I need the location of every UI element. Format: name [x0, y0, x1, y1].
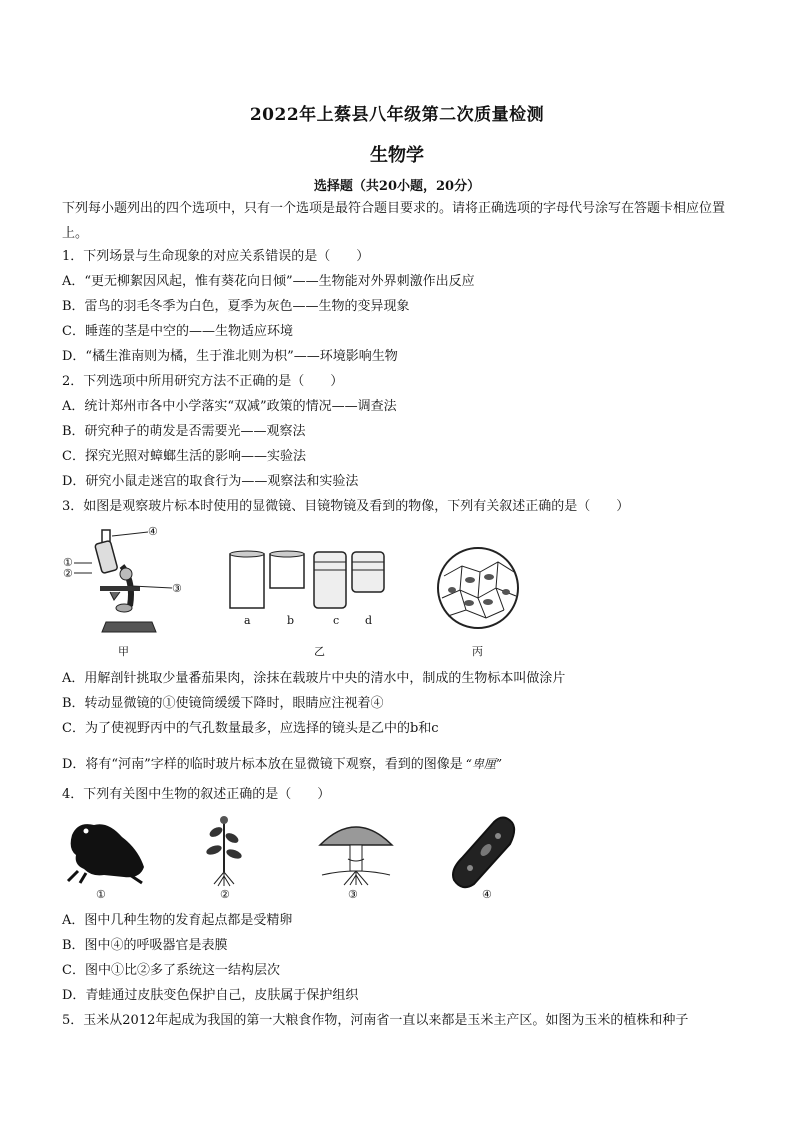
microscope-label-3: ③ — [172, 582, 182, 595]
microscope-label-4: ④ — [148, 525, 158, 538]
q3-stem: 3．如图是观察玻片标本时使用的显微镜、目镜物镜及看到的物像，下列有关叙述正确的是（ ） — [62, 499, 630, 514]
q1-option-b: B．雷鸟的羽毛冬季为白色，夏季为灰色——生物的变异现象 — [62, 299, 410, 314]
plant-figure — [202, 812, 246, 888]
organism-label-4: ④ — [482, 888, 492, 901]
organism-label-2: ② — [220, 888, 230, 901]
q1-option-c: C．睡莲的茎是中空的——生物适应环境 — [62, 324, 293, 339]
q3-option-d — [62, 756, 502, 773]
organism-label-1: ① — [96, 888, 106, 901]
lens-label-b: b — [287, 614, 295, 627]
q4-option-a: A．图中几种生物的发育起点都是受精卵 — [62, 913, 293, 928]
exam-title: 2022年上蔡县八年级第二次质量检测 — [249, 105, 545, 125]
q1-option-a: A．“更无柳絮因风起，惟有葵花向日倾”——生物能对外界刺激作出反应 — [62, 274, 475, 289]
microscope-label-1: ① — [63, 556, 73, 569]
q3-option-c: C．为了使视野丙中的气孔数量最多，应选择的镜头是乙中的b和c — [62, 721, 439, 736]
lens-label-d: d — [365, 614, 373, 627]
figure-label-jia: 甲 — [118, 645, 129, 658]
figure-label-yi: 乙 — [314, 645, 325, 658]
q1-option-d: D．“橘生淮南则为橘，生于淮北则为枳”——环境影响生物 — [62, 349, 398, 364]
stomata-view-figure — [436, 546, 520, 630]
q1-stem: 1．下列场景与生命现象的对应关系错误的是（ ） — [62, 249, 370, 264]
organism-label-3: ③ — [348, 888, 358, 901]
subject-title: 生物学 — [370, 145, 424, 166]
q2-option-a: A．统计郑州市各中小学落实“双减”政策的情况——调查法 — [62, 399, 397, 414]
q2-stem: 2．下列选项中所用研究方法不正确的是（ ） — [62, 374, 344, 389]
q4-option-d: D．青蛙通过皮肤变色保护自己，皮肤属于保护组织 — [62, 988, 359, 1003]
lens-label-c: c — [333, 614, 340, 627]
q3-option-a: A．用解剖针挑取少量番茄果肉，涂抹在载玻片中央的清水中，制成的生物标本叫做涂片 — [62, 671, 566, 686]
instructions: 下列每小题列出的四个选项中，只有一个选项是最符合题目要求的。请将正确选项的字母代号涂写在答题卡相应位置上。 — [62, 201, 726, 241]
mirrored-text-image: “卑厘” — [465, 757, 502, 771]
q5-stem: 5．玉米从2012年起成为我国的第一大粮食作物，河南省一直以来都是玉米主产区。如图为玉米的植株和种子 — [62, 1013, 689, 1028]
q2-option-c: C．探究光照对蟑螂生活的影响——实验法 — [62, 449, 306, 464]
q2-option-d: D．研究小鼠走迷宫的取食行为——观察法和实验法 — [62, 474, 359, 489]
q3-option-d-text: D．将有“河南”字样的临时玻片标本放在显微镜下观察，看到的图像是 — [62, 757, 463, 772]
paramecium-figure — [448, 814, 522, 890]
microscope-label-2: ② — [63, 567, 73, 580]
frog-figure — [64, 815, 154, 887]
q4-option-c: C．图中①比②多了系统这一结构层次 — [62, 963, 280, 978]
mushroom-figure — [316, 815, 396, 887]
lenses-figure — [228, 548, 388, 614]
q4-option-b: B．图中④的呼吸器官是表膜 — [62, 938, 228, 953]
figure-label-bing: 丙 — [472, 645, 483, 658]
section-heading: 选择题（共20小题，20分） — [313, 179, 481, 194]
q3-option-b: B．转动显微镜的①使镜筒缓缓下降时，眼睛应注视着④ — [62, 696, 384, 711]
q2-option-b: B．研究种子的萌发是否需要光——观察法 — [62, 424, 306, 439]
lens-label-a: a — [244, 614, 251, 627]
q4-stem: 4．下列有关图中生物的叙述正确的是（ ） — [62, 787, 331, 802]
